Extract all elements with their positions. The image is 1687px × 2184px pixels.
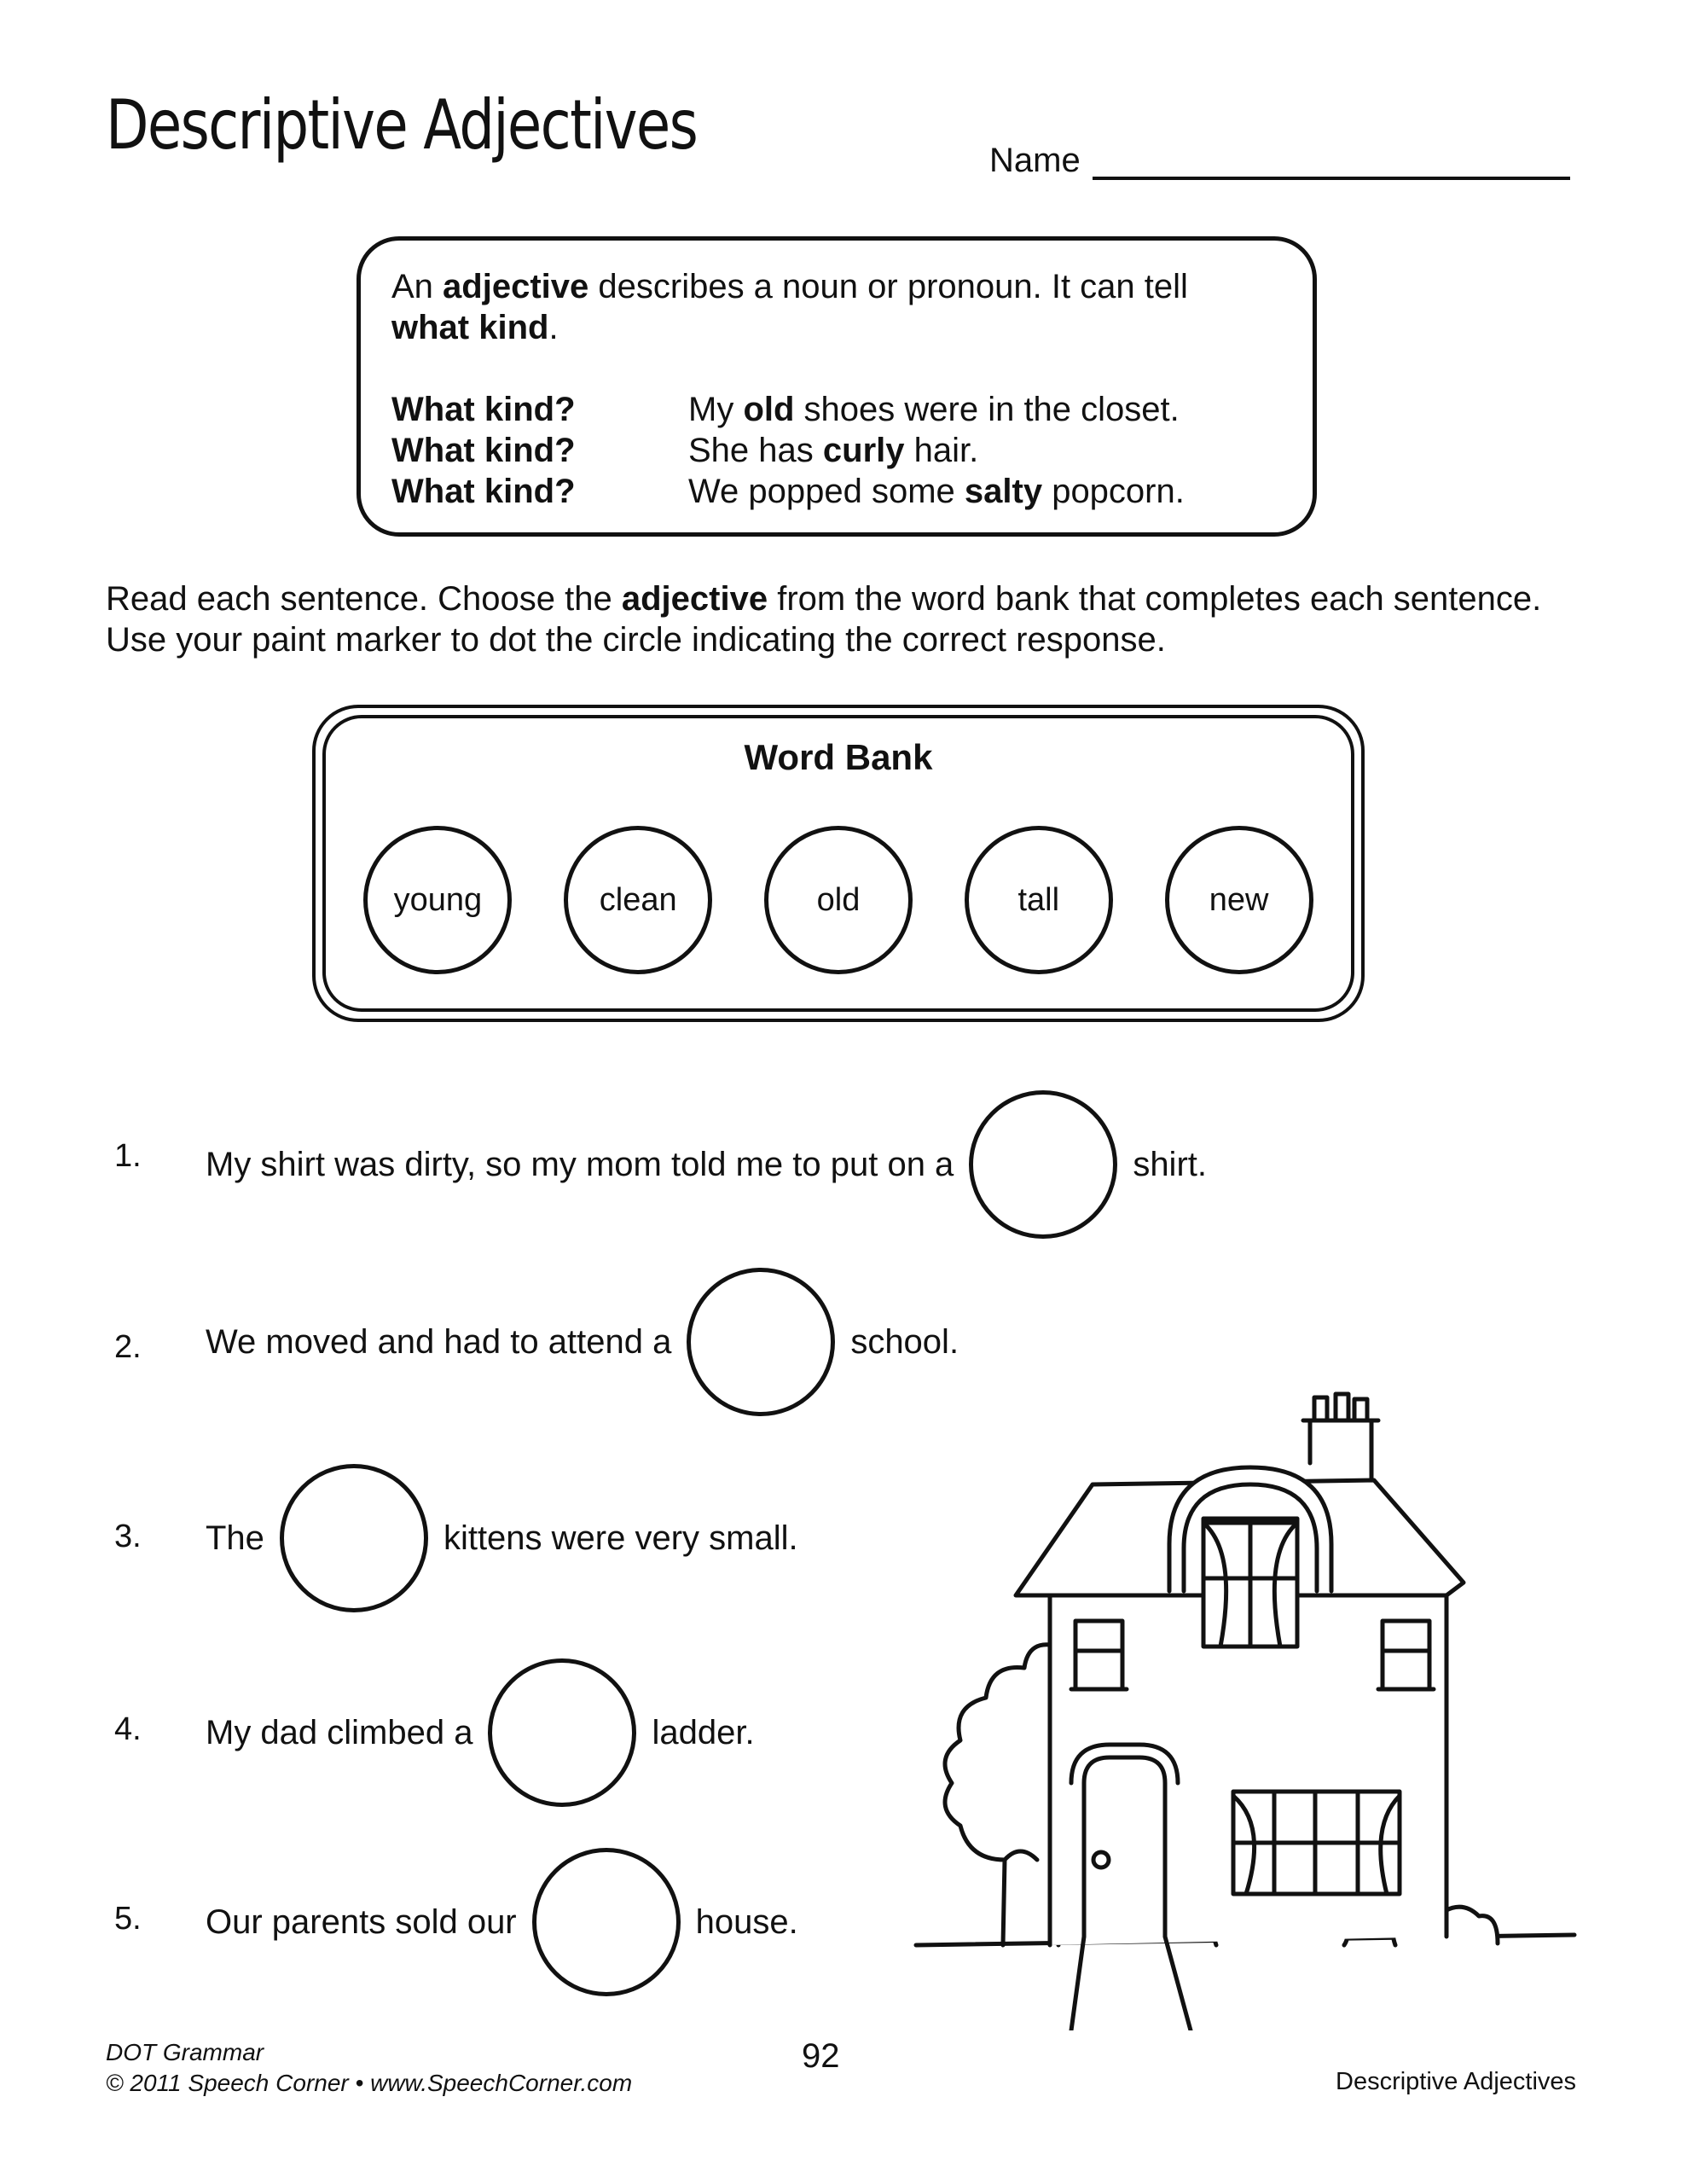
question-number: 5.: [114, 1901, 142, 1937]
word-bank-option-new[interactable]: new: [1165, 826, 1313, 974]
question-3: [206, 1464, 798, 1612]
footer-copyright: © 2011 Speech Corner • www.SpeechCorner.com: [106, 2070, 633, 2096]
question-number: 1.: [114, 1138, 142, 1174]
answer-circle[interactable]: [532, 1848, 681, 1996]
name-line[interactable]: [1093, 141, 1570, 180]
question-number: 2.: [114, 1329, 142, 1365]
example-adjective: salty: [964, 473, 1043, 510]
example-question: What kind?: [391, 391, 576, 428]
answer-circle[interactable]: [488, 1658, 636, 1807]
definition-text-part: .: [548, 309, 559, 346]
question-4: [206, 1658, 755, 1807]
example-adjective: old: [743, 391, 795, 428]
word-bank-words: [326, 826, 1351, 974]
window-icon: [1075, 1621, 1122, 1689]
example-row: [391, 389, 1313, 430]
question-text-before: The: [206, 1519, 264, 1557]
definition-text-part: describes a noun or pronoun. It can tell: [588, 268, 1188, 305]
definition-text: [391, 266, 1261, 348]
answer-circle[interactable]: [969, 1090, 1117, 1239]
question-text-before: We moved and had to attend a: [206, 1322, 672, 1361]
word-bank-option-old[interactable]: old: [764, 826, 913, 974]
house-illustration: [909, 1382, 1583, 2030]
instructions-text: Read each sentence. Choose the: [106, 580, 622, 618]
question-text-after: ladder.: [652, 1713, 755, 1751]
question-1: [206, 1090, 1207, 1239]
word-bank-option-tall[interactable]: tall: [965, 826, 1113, 974]
example-text: We popped some: [688, 473, 965, 510]
example-text: popcorn.: [1042, 473, 1185, 510]
question-number: 3.: [114, 1519, 142, 1554]
footer-book-title: DOT Grammar: [106, 2039, 264, 2065]
examples-list: [391, 389, 1313, 512]
definition-term: what kind: [391, 309, 549, 346]
question-number: 4.: [114, 1711, 142, 1747]
word-bank-title: Word Bank: [744, 737, 933, 777]
page-title: Descriptive Adjectives: [106, 85, 698, 165]
example-question: What kind?: [391, 473, 576, 510]
footer-section: Descriptive Adjectives: [1336, 2068, 1577, 2095]
page-number: 92: [802, 2037, 840, 2075]
instructions: [106, 578, 1607, 660]
tree-icon: [945, 1645, 1058, 1945]
example-question: What kind?: [391, 432, 576, 469]
example-text: shoes were in the closet.: [794, 391, 1180, 428]
definition-box: [357, 236, 1317, 537]
instructions-term: adjective: [621, 580, 768, 618]
word-bank-option-young[interactable]: young: [363, 826, 512, 974]
word-bank: [312, 705, 1365, 1022]
example-text: hair.: [904, 432, 979, 469]
question-text-before: My dad climbed a: [206, 1713, 473, 1751]
answer-circle[interactable]: [687, 1268, 835, 1416]
example-sentence: [688, 430, 978, 471]
question-text-after: shirt.: [1133, 1145, 1207, 1183]
question-text-before: Our parents sold our: [206, 1902, 517, 1941]
door-icon: [1084, 1757, 1165, 1937]
question-text-after: school.: [850, 1322, 959, 1361]
example-text: My: [688, 391, 744, 428]
answer-circle[interactable]: [280, 1464, 428, 1612]
instructions-text: from the word bank that completes each sentence. Use your paint marker to dot the circle indicating the correct response.: [106, 580, 1542, 659]
window-icon: [1383, 1621, 1429, 1689]
definition-term: adjective: [443, 268, 589, 305]
question-5: [206, 1848, 798, 1996]
word-bank-option-clean[interactable]: clean: [564, 826, 712, 974]
question-2: [206, 1268, 959, 1416]
example-adjective: curly: [822, 432, 905, 469]
example-row: [391, 430, 1313, 471]
question-text-before: My shirt was dirty, so my mom told me to put on a: [206, 1145, 954, 1183]
example-row: [391, 471, 1313, 512]
example-sentence: [688, 471, 1185, 512]
question-text-after: house.: [695, 1902, 798, 1941]
name-label: Name: [989, 142, 1081, 179]
word-bank-inner: [322, 715, 1354, 1012]
example-text: She has: [688, 432, 823, 469]
definition-text-part: An: [391, 268, 443, 305]
chimney-icon: [1310, 1420, 1371, 1480]
name-field: [989, 141, 1570, 180]
example-sentence: [688, 389, 1180, 430]
question-text-after: kittens were very small.: [443, 1519, 798, 1557]
footer-credits: [106, 2037, 632, 2099]
